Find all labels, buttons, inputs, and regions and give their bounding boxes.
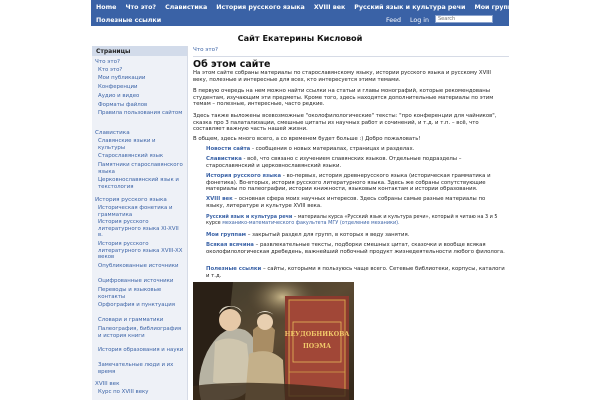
nav-home[interactable]: Home — [96, 3, 117, 11]
section-link-culture[interactable]: Русский язык и культура речи — [206, 214, 293, 220]
sidebar — [92, 46, 188, 400]
search-input[interactable] — [435, 15, 493, 23]
sidebar-item[interactable]: История русского литературного языка XI-XVII в. — [98, 219, 179, 239]
sidebar-item[interactable]: Оцифрованные источники — [98, 278, 174, 284]
portrait-painting — [193, 282, 354, 400]
sidebar-item[interactable]: Словари и грамматики — [98, 317, 164, 323]
nav-row-main — [91, 1, 591, 13]
sidebar-item[interactable]: Старославянский язык — [98, 153, 164, 159]
nav-row-secondary — [91, 14, 165, 26]
section-link-useful[interactable]: Полезные ссылки — [206, 266, 262, 272]
nav-miscellany[interactable]: Всякая всячина — [530, 3, 588, 11]
painting-illustration — [193, 282, 354, 400]
login-link[interactable]: Log in — [410, 16, 429, 24]
page-title: Об этом сайте — [193, 59, 271, 70]
sidebar-item[interactable]: Замечательные люди и их время — [98, 362, 174, 375]
top-navigation — [91, 0, 588, 26]
nav-about[interactable]: Что это? — [125, 3, 157, 11]
sidebar-item[interactable]: Форматы файлов — [98, 102, 148, 108]
sidebar-item[interactable]: История образования и науки — [98, 347, 184, 353]
nav-russian-culture[interactable]: Русский язык и культура речи — [354, 3, 466, 11]
nav-russian-history[interactable]: История русского языка — [216, 3, 305, 11]
sidebar-section-russian-history[interactable]: История русского языка — [95, 197, 167, 203]
section-link-miscellany[interactable]: Всякая всячина — [206, 242, 254, 248]
sidebar-item[interactable]: Мои публикации — [98, 75, 146, 81]
nav-slavistics[interactable]: Славистика — [165, 3, 208, 11]
mechmath-link[interactable]: механико-математического факультета МГУ (отделение механики). — [222, 220, 400, 226]
section-description — [206, 196, 505, 209]
section-text: – закрытый раздел для групп, в которых я веду занятия. — [246, 232, 410, 238]
sidebar-section-about[interactable]: Что это? — [95, 59, 121, 65]
sidebar-section-xviii[interactable]: XVIII век — [95, 381, 120, 387]
sidebar-item[interactable]: Конференции — [98, 84, 138, 90]
section-text: – материалы курса «Русский язык и культура речи», который я читаю на 3 и 5 курсе — [206, 214, 498, 226]
sidebar-item[interactable]: Курс по XVIII веку — [98, 389, 149, 395]
sidebar-section-slavistics[interactable]: Славистика — [95, 130, 130, 136]
section-description — [206, 214, 505, 226]
intro-paragraph: В общем, здесь много всего, а со временем будет больше :) Добро пожаловать! — [193, 136, 421, 142]
sidebar-item[interactable]: Опубликованные источники — [98, 263, 179, 269]
intro-paragraph: Здесь также выложены всевозможные "околофилологические" тексты: "про конференции для чайников", сказка про 3 палатализации, смешные цитаты из научных работ и сочинений, и т.д. и т.п. – всё, что составляет важную часть нашей жизни. — [193, 113, 497, 132]
intro-paragraph: В первую очередь на нем можно найти ссылки на статьи и главы монографий, которые рекомендованы студентам, изучающим эти предметы. Кроме того, здесь находятся дополнительные материалы по этим темам – полезные, интересные, часто редкие. — [193, 88, 494, 107]
section-description — [206, 146, 505, 153]
sidebar-item[interactable]: Аудио и видео — [98, 93, 140, 99]
sidebar-item[interactable]: Кто это? — [98, 67, 123, 73]
sidebar-item[interactable]: Палеография, библиография и история книги — [98, 326, 182, 339]
section-link-xviii[interactable]: XVIII век — [206, 196, 233, 202]
section-description — [206, 173, 505, 193]
login-area — [381, 14, 433, 26]
section-link-groups[interactable]: Мои группам — [206, 232, 247, 238]
section-description — [206, 266, 505, 279]
section-description — [206, 156, 505, 169]
section-description — [206, 232, 505, 239]
nav-xviii-century[interactable]: XVIII век — [313, 3, 346, 11]
intro-paragraph: На этом сайте собраны материалы по старославянскому языку, истории русского языка и русскому XVIII веку, полезные и интересные для всех, кто интересуется этими темами. — [193, 70, 491, 83]
site-title: Сайт Екатерины Кисловой — [237, 33, 363, 43]
sidebar-item[interactable]: Историческая фонетика и грамматика — [98, 205, 173, 218]
sidebar-item[interactable]: Правила пользования сайтом — [98, 110, 183, 116]
feed-link[interactable]: Feed — [385, 16, 401, 24]
book-title-line1: НЕУДОБНИКОВА — [284, 331, 350, 338]
section-text: - сообщения о новых материалах, страницах и разделах. — [250, 146, 415, 152]
sidebar-item[interactable]: Церковнославянский язык и текстология — [98, 177, 179, 190]
section-text: - всё, что связано с изучением славянских языков. Отдельные подразделы – старославянский и церковнославянский языки. — [206, 156, 462, 169]
breadcrumb[interactable]: Что это? — [193, 47, 509, 57]
section-text: – основная сфера моих научных интересов. Здесь собраны самые разные материалы по языку, литературе и культуре XVIII века. — [206, 196, 486, 209]
book-title-line2: ПОЭМА — [302, 343, 332, 350]
section-link-slavistics[interactable]: Славистика — [206, 156, 242, 162]
section-description — [206, 242, 505, 255]
sidebar-item[interactable]: Орфография и пунктуация — [98, 302, 175, 308]
section-link-russian-history[interactable]: История русского языка — [206, 173, 282, 179]
nav-my-groups[interactable]: Мои группам — [474, 3, 522, 11]
sidebar-item[interactable]: Памятники старославянского языка — [98, 162, 183, 175]
nav-useful-links[interactable]: Полезные ссылки — [96, 16, 162, 24]
section-text: - во-первых, история древнерусского языка (историческая грамматика и фонетика). Во-вторых, история русского литературного языка. Здесь же собраны сопутствующие материалы по палеографии, истории книжности, языковым контактам и истории образования. — [206, 173, 491, 192]
sidebar-item[interactable]: Переводы и языковые контакты — [98, 287, 162, 300]
section-text: – сайты, которыми я пользуюсь чаще всего. Сетевые библиотеки, корпусы, каталоги и т.д. — [206, 266, 505, 279]
sidebar-item[interactable]: Славянские языки и культуры — [98, 138, 156, 151]
sidebar-header: Страницы — [92, 46, 187, 56]
section-text: – развлекательные тексты, подборки смешных цитат, сказочки и вообще всякая околофилологическая дребедень, важнейший побочный продукт жизнедеятельности любого филолога. — [206, 242, 505, 255]
section-link-news[interactable]: Новости сайта — [206, 146, 251, 152]
sidebar-item[interactable]: История русского литературного языка XVIII-XX веков — [98, 241, 183, 261]
